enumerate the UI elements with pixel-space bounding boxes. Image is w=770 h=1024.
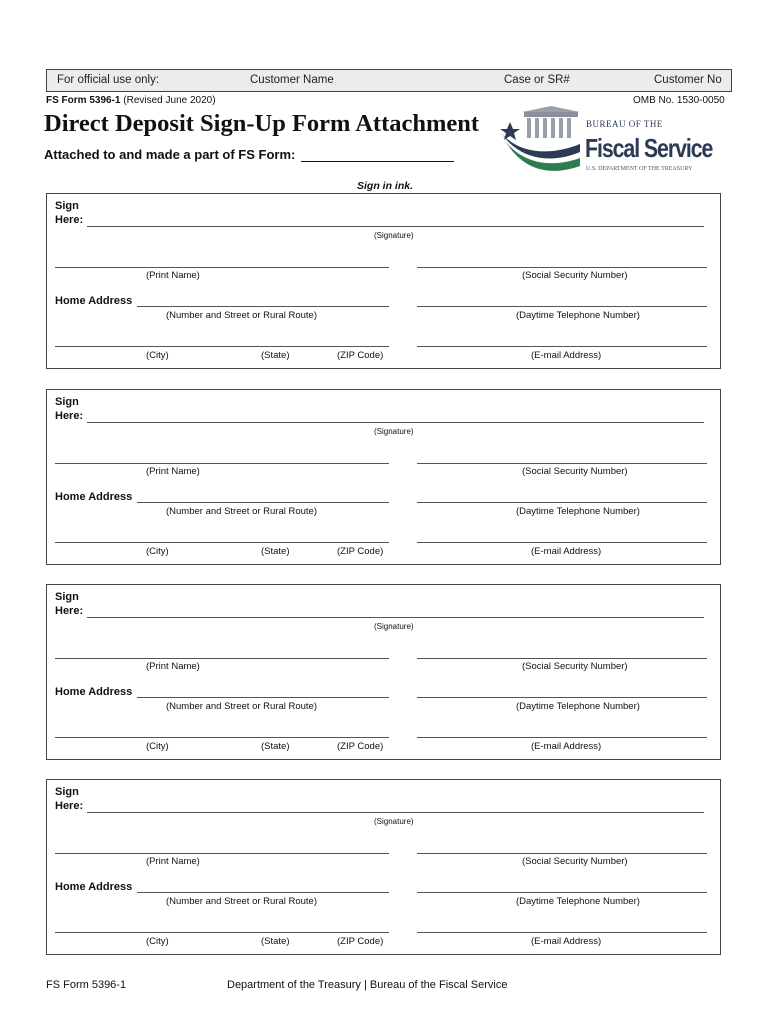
here-label: Here:: [55, 410, 84, 422]
here-label: Here:: [55, 214, 84, 226]
sign-label: Sign: [55, 396, 79, 408]
phone-line[interactable]: [417, 502, 707, 503]
zip-caption: (ZIP Code): [337, 936, 384, 947]
signer-block-2: [46, 389, 721, 565]
city-caption: (City): [146, 546, 169, 557]
customer-number-label: Customer No: [654, 74, 722, 86]
print-name-caption: (Print Name): [146, 270, 200, 281]
treasury-building-icon: [500, 106, 590, 178]
phone-caption: (Daytime Telephone Number): [516, 310, 640, 321]
print-name-caption: (Print Name): [146, 466, 200, 477]
sign-label: Sign: [55, 786, 79, 798]
ssn-caption: (Social Security Number): [522, 270, 628, 281]
home-address-label: Home Address: [55, 686, 133, 698]
home-address-label: Home Address: [55, 295, 133, 307]
city-caption: (City): [146, 741, 169, 752]
ssn-line[interactable]: [417, 853, 707, 854]
signature-caption: (Signature): [374, 427, 414, 436]
ssn-caption: (Social Security Number): [522, 856, 628, 867]
omb-number: OMB No. 1530-0050: [633, 95, 725, 106]
email-line[interactable]: [417, 346, 707, 347]
email-caption: (E-mail Address): [531, 741, 602, 752]
here-label: Here:: [55, 800, 84, 812]
case-number-label: Case or SR#: [504, 74, 570, 86]
logo-department-text: U.S. DEPARTMENT OF THE TREASURY: [586, 166, 693, 172]
print-name-line[interactable]: [55, 267, 389, 268]
ssn-caption: (Social Security Number): [522, 466, 628, 477]
logo-fiscal-service-text: Fiscal Service: [585, 133, 713, 163]
official-use-bar: [46, 69, 732, 92]
ssn-line[interactable]: [417, 267, 707, 268]
state-caption: (State): [261, 546, 290, 557]
fiscal-service-logo: [500, 106, 730, 178]
signature-line[interactable]: [87, 812, 704, 813]
print-name-line[interactable]: [55, 853, 389, 854]
form-number: FS Form 5396-1: [46, 95, 121, 106]
city-state-zip-line[interactable]: [55, 737, 389, 738]
signature-caption: (Signature): [374, 817, 414, 826]
phone-caption: (Daytime Telephone Number): [516, 506, 640, 517]
form-revised: (Revised June 2020): [123, 95, 216, 106]
customer-name-label: Customer Name: [250, 74, 334, 86]
print-name-caption: (Print Name): [146, 856, 200, 867]
street-line[interactable]: [137, 697, 389, 698]
footer-form-number: FS Form 5396-1: [46, 979, 127, 991]
signature-line[interactable]: [87, 422, 704, 423]
phone-line[interactable]: [417, 306, 707, 307]
page-title: Direct Deposit Sign-Up Form Attachment: [44, 110, 480, 137]
state-caption: (State): [261, 350, 290, 361]
state-caption: (State): [261, 936, 290, 947]
street-line[interactable]: [137, 892, 389, 893]
home-address-label: Home Address: [55, 881, 133, 893]
sign-label: Sign: [55, 200, 79, 212]
signature-caption: (Signature): [374, 231, 414, 240]
email-caption: (E-mail Address): [531, 936, 602, 947]
email-line[interactable]: [417, 932, 707, 933]
signature-caption: (Signature): [374, 622, 414, 631]
city-state-zip-line[interactable]: [55, 346, 389, 347]
street-caption: (Number and Street or Rural Route): [166, 701, 318, 712]
city-state-zip-line[interactable]: [55, 542, 389, 543]
street-caption: (Number and Street or Rural Route): [166, 506, 318, 517]
signature-line[interactable]: [87, 226, 704, 227]
zip-caption: (ZIP Code): [337, 546, 384, 557]
signer-block-4: [46, 779, 721, 955]
ssn-caption: (Social Security Number): [522, 661, 628, 672]
email-caption: (E-mail Address): [531, 546, 602, 557]
official-use-label: For official use only:: [57, 74, 160, 86]
phone-line[interactable]: [417, 892, 707, 893]
attached-form-field[interactable]: [301, 148, 454, 162]
phone-caption: (Daytime Telephone Number): [516, 701, 640, 712]
here-label: Here:: [55, 605, 84, 617]
city-caption: (City): [146, 936, 169, 947]
email-line[interactable]: [417, 737, 707, 738]
sign-in-ink-note: Sign in ink.: [356, 180, 413, 192]
city-state-zip-line[interactable]: [55, 932, 389, 933]
state-caption: (State): [261, 741, 290, 752]
signature-line[interactable]: [87, 617, 704, 618]
phone-caption: (Daytime Telephone Number): [516, 896, 640, 907]
sign-label: Sign: [55, 591, 79, 603]
signer-block-1: [46, 193, 721, 369]
street-line[interactable]: [137, 502, 389, 503]
print-name-caption: (Print Name): [146, 661, 200, 672]
attached-to-line: [44, 147, 454, 162]
zip-caption: (ZIP Code): [337, 741, 384, 752]
footer-department: Department of the Treasury | Bureau of the Fiscal Service: [227, 979, 508, 991]
attached-label: Attached to and made a part of FS Form:: [44, 147, 296, 162]
phone-line[interactable]: [417, 697, 707, 698]
email-caption: (E-mail Address): [531, 350, 602, 361]
print-name-line[interactable]: [55, 658, 389, 659]
print-name-line[interactable]: [55, 463, 389, 464]
form-number-line: [46, 95, 216, 106]
home-address-label: Home Address: [55, 491, 133, 503]
zip-caption: (ZIP Code): [337, 350, 384, 361]
ssn-line[interactable]: [417, 658, 707, 659]
street-caption: (Number and Street or Rural Route): [166, 896, 318, 907]
signer-block-3: [46, 584, 721, 760]
street-caption: (Number and Street or Rural Route): [166, 310, 318, 321]
ssn-line[interactable]: [417, 463, 707, 464]
city-caption: (City): [146, 350, 169, 361]
email-line[interactable]: [417, 542, 707, 543]
street-line[interactable]: [137, 306, 389, 307]
logo-bureau-text: BUREAU OF THE: [586, 119, 663, 129]
